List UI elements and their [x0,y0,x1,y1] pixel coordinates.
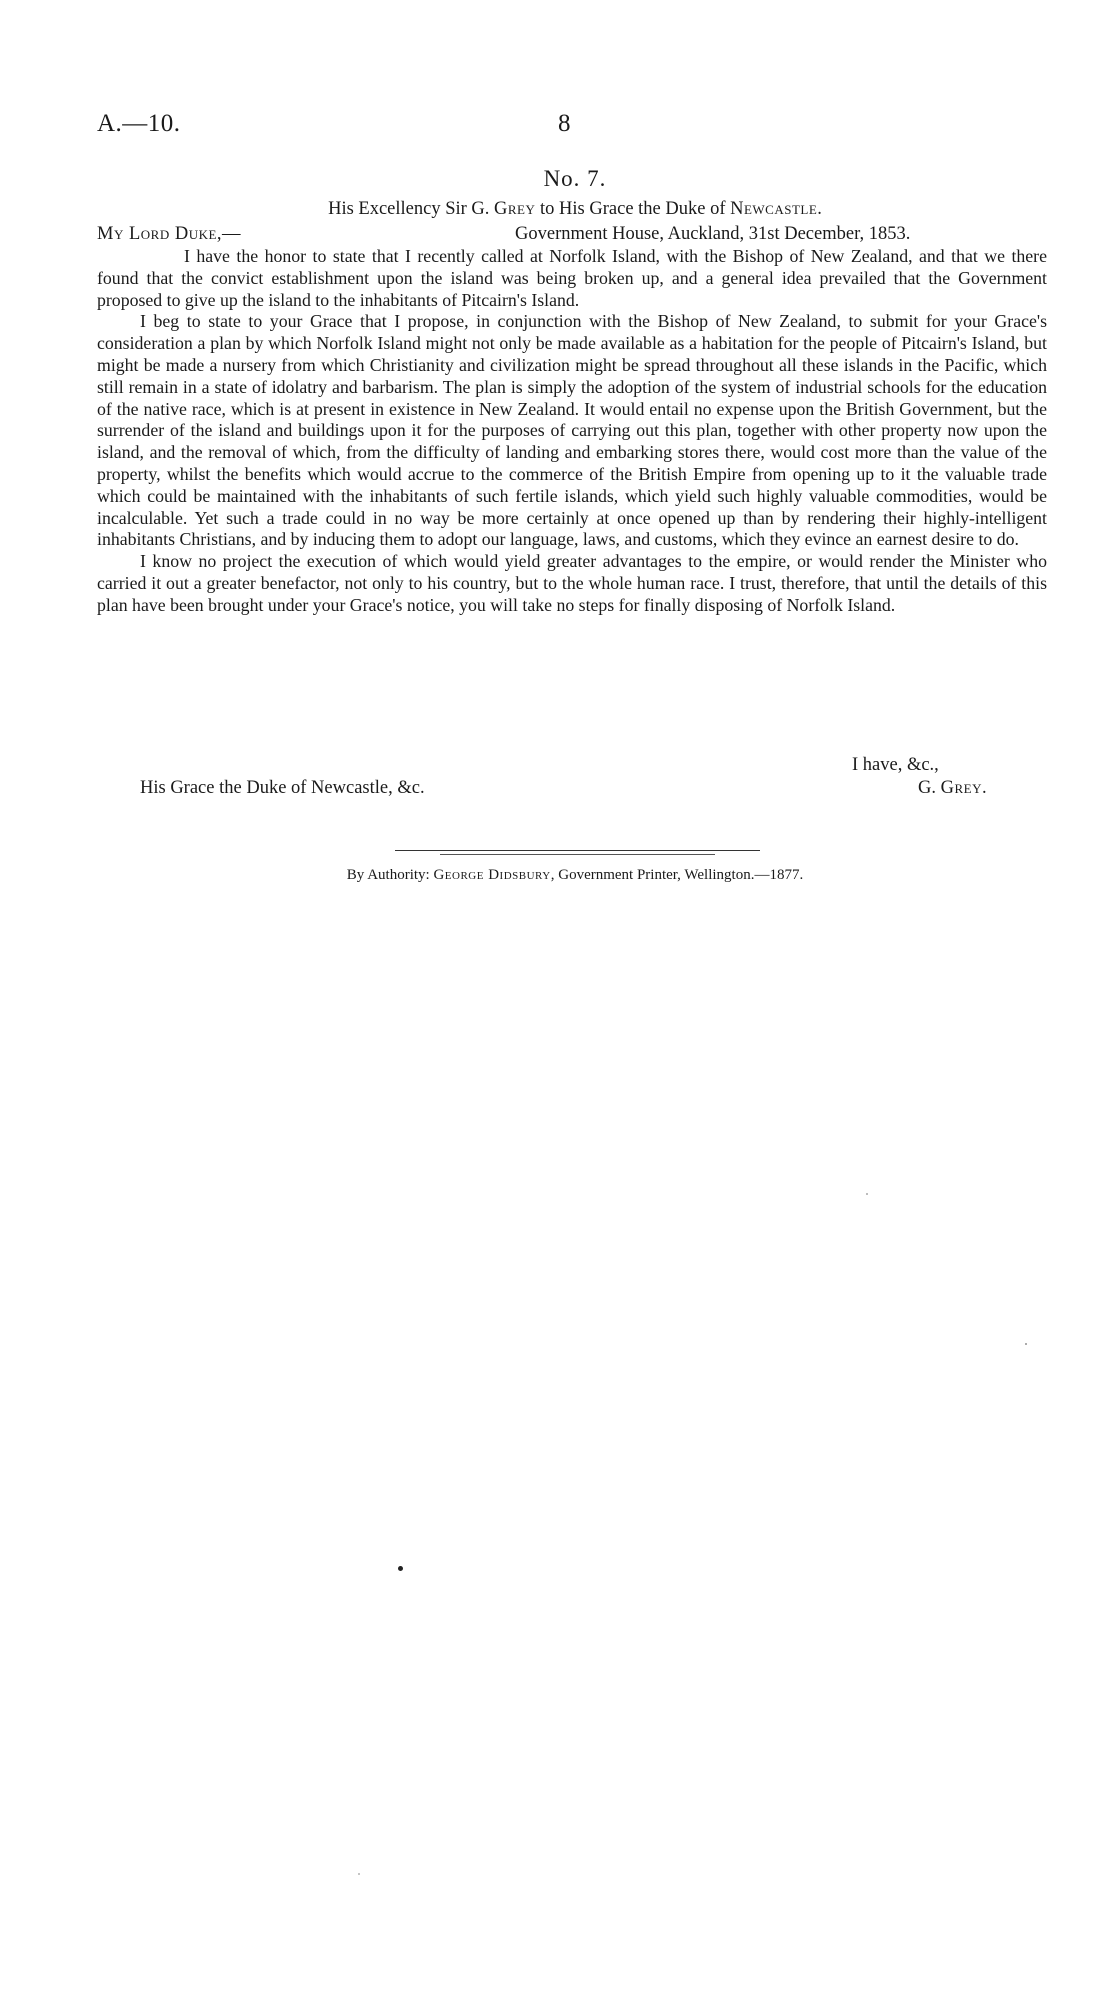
footer-rule-secondary [440,854,715,855]
addressee: His Grace the Duke of Newcastle, &c. [140,778,425,798]
letter-title [0,199,1114,220]
page-number: 8 [558,110,571,137]
title-recipient: Newcastle [730,199,818,219]
place-date: Government House, Auckland, 31st December, 1853. [515,224,911,244]
closing: I have, &c., [852,755,939,775]
footer-rule [395,850,760,851]
letter-body [97,246,1047,617]
ink-speck [398,1566,403,1571]
imprint-suffix: , Government Printer, Wellington.—1877. [550,867,804,883]
printer-imprint [0,867,1114,884]
imprint-printer: George Didsbury [433,867,551,883]
ink-speck [866,1193,868,1195]
title-middle: to His Grace the Duke of [535,199,731,219]
signature-initial: G. [918,778,941,798]
signature [918,778,987,799]
series-number: A.—10. [97,110,181,137]
letter-number: No. 7. [543,166,607,191]
signature-suffix: . [982,778,987,798]
ink-speck [358,1873,360,1875]
signature-name: Grey [940,778,982,798]
salutation: My Lord Duke,— [97,224,242,244]
paragraph-3: I know no project the execution of which would yield greater advantages to the empire, or would render the Minister who carried it out a greater benefactor, not only to his country, but to the whole human race. I trust, therefore, that until the details of this plan have been brought under your Grace's notice, you will take no steps for finally disposing of Norfolk Island. [97,551,1047,615]
imprint-prefix: By Authority: [346,867,434,883]
ink-speck [1025,1343,1027,1345]
title-prefix: His Excellency Sir G. [328,199,495,219]
title-author: Grey [494,199,536,219]
paragraph-2: I beg to state to your Grace that I propose, in conjunction with the Bishop of New Zealand, to submit for your Grace's consideration a plan by which Norfolk Island might not only be made available as a habitation for the people of Pitcairn's Island, but might be made a nursery from which Christianity and civilization might be spread throughout all these islands in the Pacific, which still remain in a state of idolatry and barbarism. The plan is simply the adoption of the system of industrial schools for the education of the native race, which is at present in existence in New Zealand. It would entail no expense upon the British Government, but the surrender of the island and buildings upon it for the purposes of carrying out this plan, together with other property now upon the island, and the removal of which, from the difficulty of landing and embarking stores there, would cost more than the value of the property, whilst the benefits which would accrue to the commerce of the British Empire from opening up to it the valuable trade which could be maintained with the inhabitants of such fertile islands, which yield such highly valuable commodities, would be incalculable. Yet such a trade could in no way be more certainly at once opened up than by rendering their highly-intelligent inhabitants Christians, and by inducing them to adopt our language, laws, and customs, which they evince an earnest desire to do. [97,311,1047,550]
title-suffix: . [817,199,822,219]
paragraph-1: I have the honor to state that I recently called at Norfolk Island, with the Bishop of New Zealand, and that we there found that the convict establishment upon the island was being broken up, and a general idea prevailed that the Government proposed to give up the island to the inhabitants of Pitcairn's Island. [97,246,1047,310]
